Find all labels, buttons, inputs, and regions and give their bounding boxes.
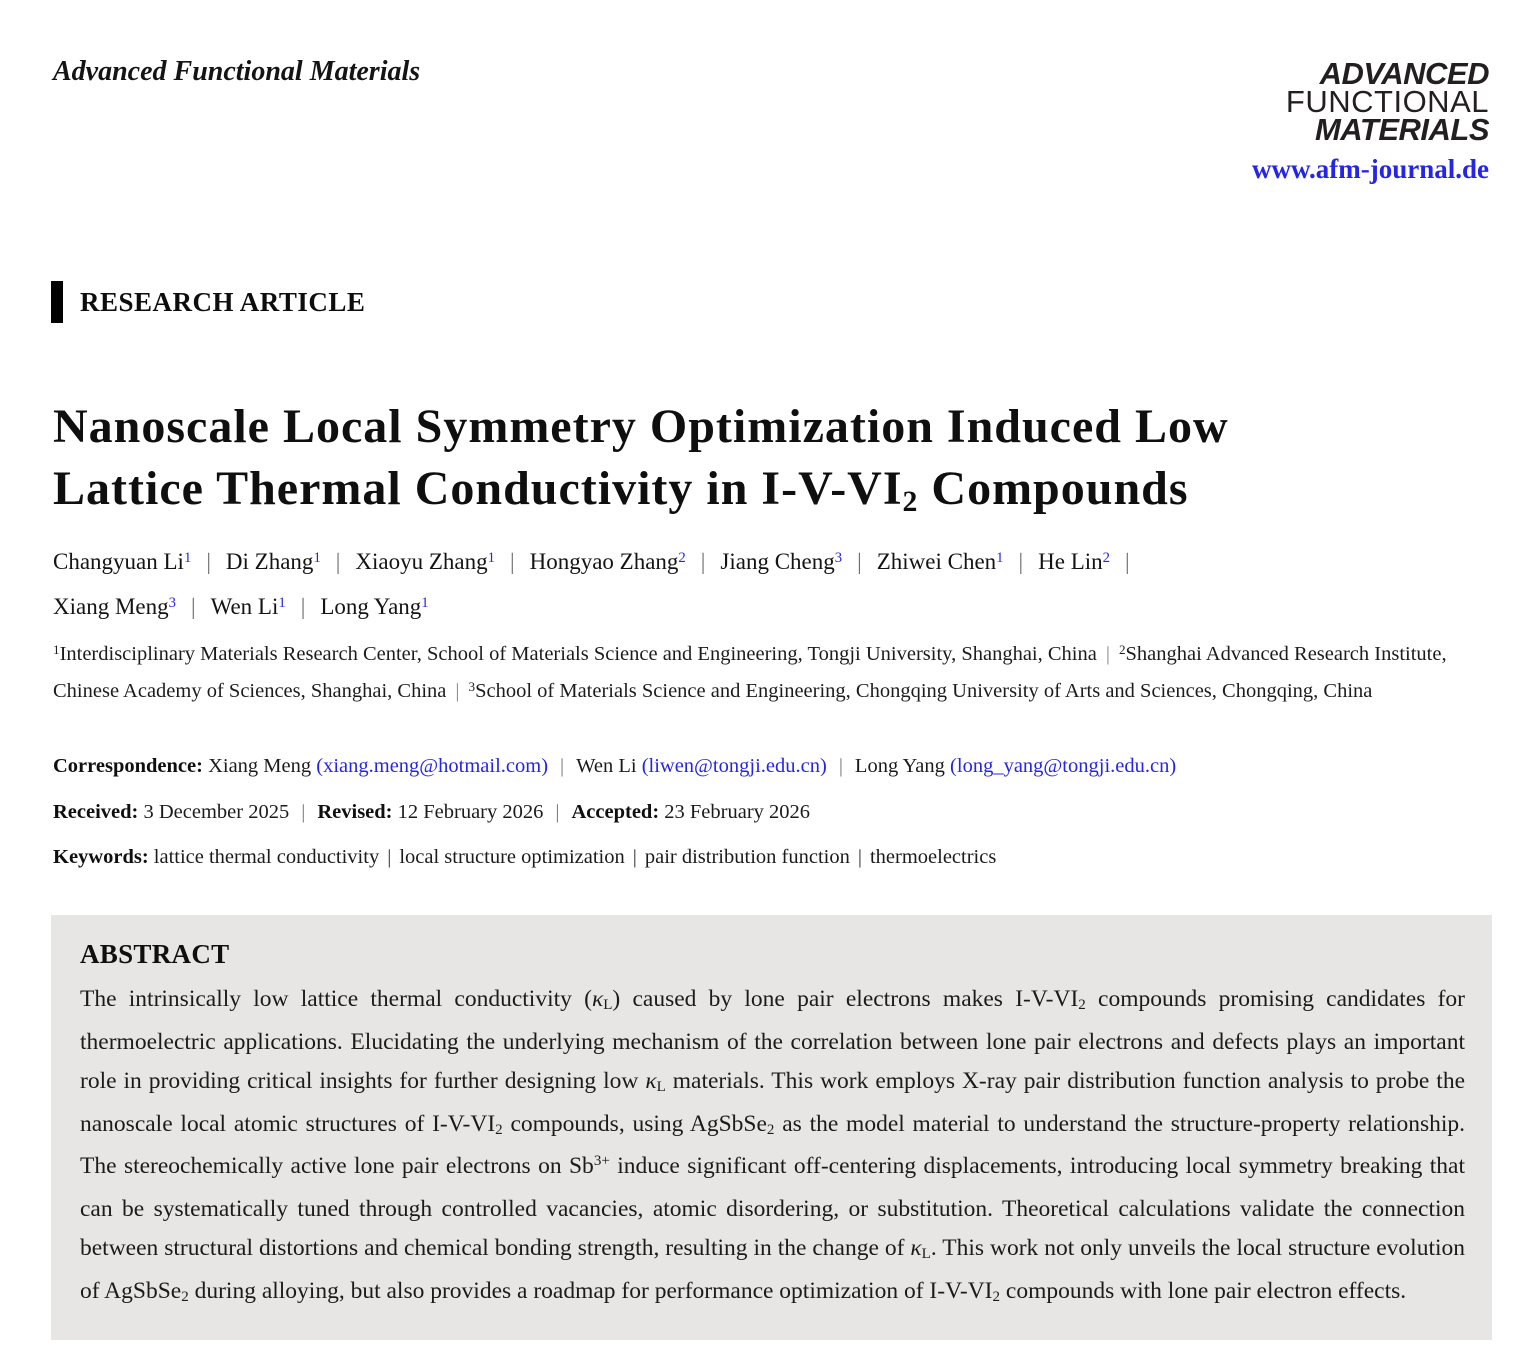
abstract-fragment: materials. This work employs X-ray pair distribution function analysis to probe the nanoscale local atomic structures of I-V-VI <box>80 1068 1465 1137</box>
author-name: Di Zhang <box>225 549 314 574</box>
affiliation-number: 1 <box>53 642 60 658</box>
author <box>53 549 191 574</box>
subscript: L <box>656 1079 666 1096</box>
affiliation-text: Interdisciplinary Materials Research Center, School of Materials Science and Engineering, Tongji University, Shanghai, China <box>59 643 1097 665</box>
dates-separator: | <box>301 801 306 823</box>
logo-word-materials: MATERIALS <box>1314 112 1489 147</box>
abstract-fragment: during alloying, but also provides a roadmap for performance optimization of I-V-VI <box>188 1277 993 1304</box>
keywords-label: Keywords: <box>53 846 149 868</box>
abstract-fragment: compounds with lone pair electron effects. <box>1000 1277 1407 1304</box>
author-list <box>53 541 1493 631</box>
author <box>877 549 1004 574</box>
affiliation-text: Shanghai Advanced Research Institute, Chinese Academy of Sciences, Shanghai, China <box>53 643 1447 702</box>
title-line-2: Lattice Thermal Conductivity in I-V-VI <box>53 462 903 515</box>
article-title <box>53 396 1491 526</box>
correspondence-separator: | <box>838 755 843 777</box>
history-dates-line <box>53 801 810 824</box>
received-date: 3 December 2025 <box>143 801 290 823</box>
keyword-separator: | <box>857 846 862 868</box>
author-affiliation-superscript: 2 <box>678 549 686 566</box>
section-marker-bar <box>51 281 63 323</box>
keywords-line <box>53 846 996 869</box>
journal-name-header: Advanced Functional Materials <box>53 56 421 87</box>
contact-name: Wen Li <box>576 755 637 777</box>
keyword: local structure optimization <box>399 846 625 868</box>
abstract-section <box>51 915 1492 1340</box>
revised-label: Revised: <box>317 801 393 823</box>
affiliation-list <box>53 637 1490 710</box>
author-separator: | <box>700 549 706 574</box>
author <box>53 594 176 619</box>
author-name: He Lin <box>1038 549 1103 574</box>
keyword-separator: | <box>387 846 392 868</box>
author-line-1 <box>53 541 1493 586</box>
author-affiliation-superscript: 1 <box>996 549 1004 566</box>
author <box>355 549 495 574</box>
author-name: Zhiwei Chen <box>876 549 997 574</box>
abstract-fragment: The intrinsically low lattice thermal conductivity ( <box>80 986 592 1012</box>
author-name: Long Yang <box>320 594 422 619</box>
journal-url-link[interactable]: www.afm-journal.de <box>1252 154 1489 184</box>
author-affiliation-superscript: 2 <box>1102 549 1111 566</box>
author <box>720 549 842 574</box>
contact-email-link[interactable]: (liwen@tongji.edu.cn) <box>641 755 827 777</box>
abstract-fragment: ) caused by lone pair electrons makes I-V-VI <box>612 986 1079 1012</box>
author <box>320 594 428 619</box>
subscript: L <box>921 1246 931 1263</box>
affiliation-number: 2 <box>1118 642 1126 658</box>
author-affiliation-superscript: 3 <box>834 549 843 566</box>
author-name: Changyuan Li <box>53 549 184 574</box>
subscript: 2 <box>992 1288 1001 1305</box>
title-subscript: 2 <box>902 484 919 518</box>
contact-email-link[interactable]: (xiang.meng@hotmail.com) <box>316 755 549 777</box>
keyword: thermoelectrics <box>869 846 997 868</box>
title-line-2-end: Compounds <box>918 462 1189 515</box>
subscript: 2 <box>766 1121 775 1138</box>
author-separator: | <box>857 549 862 574</box>
kappa-symbol: κ <box>910 1235 922 1261</box>
kappa-symbol: κ <box>645 1068 657 1094</box>
author-name: Jiang Cheng <box>720 549 835 574</box>
accepted-label: Accepted: <box>571 801 660 823</box>
contact-name: Xiang Meng <box>208 755 312 777</box>
author <box>211 594 286 619</box>
author-affiliation-superscript: 1 <box>487 549 495 566</box>
author-separator: | <box>300 594 306 619</box>
author <box>530 549 686 574</box>
author-separator: | <box>1018 549 1024 574</box>
author-name: Hongyao Zhang <box>529 549 679 574</box>
keyword: lattice thermal conductivity <box>153 846 380 868</box>
received-label: Received: <box>53 801 139 823</box>
author-name: Wen Li <box>210 594 279 619</box>
logo-word-functional: FUNCTIONAL <box>1285 84 1489 119</box>
abstract-fragment: compounds, using AgSbSe <box>502 1110 767 1137</box>
affiliation-text: School of Materials Science and Engineering, Chongqing University of Arts and Sciences, Chongqing, China <box>475 679 1373 702</box>
abstract-text <box>80 980 1465 1314</box>
abstract-fragment: . This work not only unveils the local structure evolution of AgSbSe <box>80 1235 1465 1304</box>
author-name: Xiaoyu Zhang <box>355 549 488 574</box>
article-type-label: RESEARCH ARTICLE <box>80 286 366 317</box>
logo-word-advanced: ADVANCED <box>1319 56 1489 91</box>
abstract-heading: ABSTRACT <box>80 939 230 969</box>
author-name: Xiang Meng <box>53 594 169 619</box>
affiliation-separator: | <box>455 679 460 702</box>
affiliation-number: 3 <box>468 678 476 694</box>
abstract-fragment: as the model material to understand the structure-property relationship. The stereochemically active lone pair electrons on Sb <box>80 1110 1465 1179</box>
accepted-date: 23 February 2026 <box>664 801 811 823</box>
keyword-separator: | <box>632 846 637 868</box>
author-separator: | <box>206 549 211 574</box>
contact-email-link[interactable]: (long_yang@tongji.edu.cn) <box>950 755 1177 777</box>
author-separator: | <box>1125 549 1130 574</box>
author-separator: | <box>335 549 341 574</box>
affiliation-separator: | <box>1105 643 1110 665</box>
correspondence-contact <box>576 755 827 777</box>
title-line-1: Nanoscale Local Symmetry Optimization Induced Low <box>53 400 1229 453</box>
author-line-2 <box>53 586 1493 631</box>
keyword: pair distribution function <box>644 846 850 868</box>
correspondence-label: Correspondence: <box>53 755 203 777</box>
afm-journal-logo <box>1252 56 1489 185</box>
author-separator: | <box>509 549 515 574</box>
author-affiliation-superscript: 1 <box>278 594 286 611</box>
revised-date: 12 February 2026 <box>397 801 544 823</box>
subscript: 2 <box>181 1288 189 1305</box>
subscript: L <box>603 997 613 1014</box>
article-type-banner <box>51 281 365 323</box>
kappa-symbol: κ <box>591 986 604 1012</box>
author-affiliation-superscript: 1 <box>183 549 192 566</box>
author-separator: | <box>190 594 196 619</box>
abstract-fragment: induce significant off-centering displacements, introducing local symmetry breaking that can be systematically tuned through controlled vacancies, atomic disordering, or substitution. Theoretical calculations validate the connection between structural distortions and chemical bonding strength, resulting in the change of <box>80 1153 1465 1261</box>
superscript: 3+ <box>593 1153 610 1170</box>
author-affiliation-superscript: 1 <box>313 549 321 566</box>
author <box>226 549 321 574</box>
dates-separator: | <box>555 801 560 823</box>
subscript: 2 <box>1078 997 1086 1014</box>
correspondence-contact <box>855 755 1176 777</box>
correspondence-contact <box>208 755 548 777</box>
subscript: 2 <box>495 1121 503 1138</box>
author-affiliation-superscript: 3 <box>168 594 176 611</box>
author-affiliation-superscript: 1 <box>421 594 429 611</box>
correspondence-separator: | <box>560 755 565 777</box>
contact-name: Long Yang <box>854 755 945 777</box>
abstract-fragment: compounds promising candidates for thermoelectric applications. Elucidating the underlying mechanism of the correlation between lone pair electrons and defects plays an important role in providing critical insights for further designing low <box>80 986 1466 1094</box>
author <box>1038 549 1110 574</box>
correspondence-line <box>53 755 1176 778</box>
